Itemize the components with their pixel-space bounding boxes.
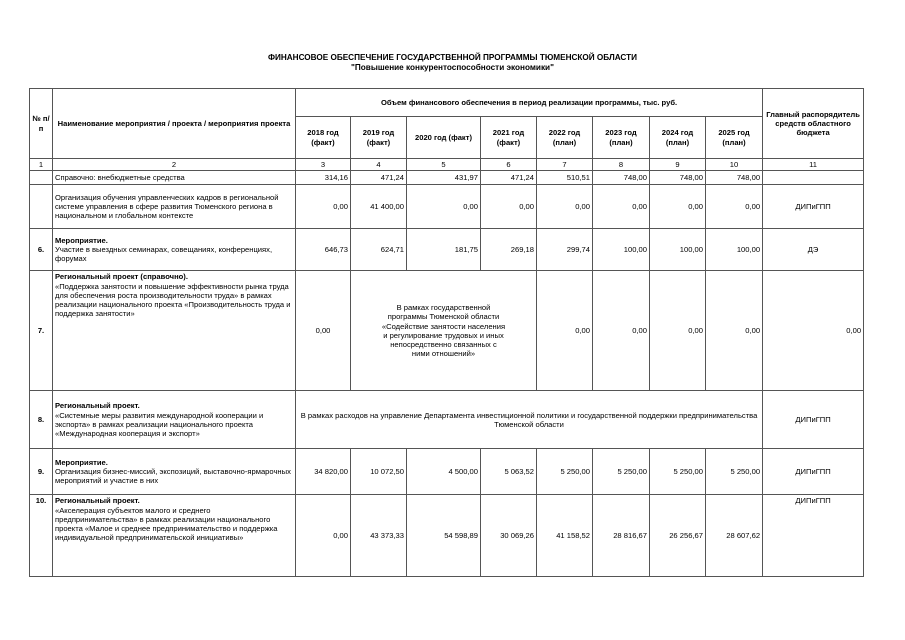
row-org-2021: 0,00 (481, 185, 537, 229)
header-row-1 (30, 89, 864, 117)
row-10-2020: 54 598,89 (407, 495, 481, 577)
row-7-2022: 0,00 (537, 271, 593, 391)
row-9-num: 9. (30, 449, 53, 495)
row-8-merged-note: В рамках расходов на управление Департамента инвестиционной политики и государственной поддержки предпринимательства Тюменской области (296, 391, 763, 449)
year-2022: 2022 год (план) (537, 117, 593, 159)
row-6-kind: Мероприятие. (55, 235, 108, 245)
col-num-9: 9 (650, 159, 706, 171)
row-9-kind: Мероприятие. (55, 457, 108, 467)
header-name: Наименование мероприятия / проекта / мероприятия проекта (53, 89, 296, 159)
row-7-kind: Региональный проект (справочно). (55, 272, 188, 282)
row-10-name: «Акселерация субъектов малого и среднего предпринимательства» в рамках реализации национального проекта «Малое и среднее предпринимательство и поддержка индивидуальной предпринимательской инициативы» (55, 505, 278, 543)
row-6-2022: 299,74 (537, 229, 593, 271)
row-6-2024: 100,00 (650, 229, 706, 271)
finance-table (29, 88, 864, 577)
year-2025: 2025 год (план) (706, 117, 763, 159)
row-ref-2021: 471,24 (481, 171, 537, 185)
row-6-num: 6. (30, 229, 53, 271)
header-num: № п/п (30, 89, 53, 159)
table-row (30, 271, 864, 391)
row-10-2021: 30 069,26 (481, 495, 537, 577)
row-org-2023: 0,00 (593, 185, 650, 229)
row-org-2022: 0,00 (537, 185, 593, 229)
row-8-name-cell (53, 391, 296, 449)
col-num-4: 4 (351, 159, 407, 171)
row-6-2023: 100,00 (593, 229, 650, 271)
row-6-2020: 181,75 (407, 229, 481, 271)
col-num-2: 2 (53, 159, 296, 171)
row-7-2018: 0,00 (296, 271, 351, 391)
document-title (0, 53, 905, 73)
row-8-owner: ДИПиГПП (763, 391, 864, 449)
row-9-2022: 5 250,00 (537, 449, 593, 495)
row-9-2023: 5 250,00 (593, 449, 650, 495)
row-9-2025: 5 250,00 (706, 449, 763, 495)
row-9-2019: 10 072,50 (351, 449, 407, 495)
col-num-7: 7 (537, 159, 593, 171)
row-ref-2024: 748,00 (650, 171, 706, 185)
row-7-merged-text: В рамках государственной программы Тюменской области «Содействие занятости населения и регулирование трудовых и иных непосредственно связанных с ними отношений» (381, 302, 506, 359)
row-6-2019: 624,71 (351, 229, 407, 271)
year-2021: 2021 год (факт) (481, 117, 537, 159)
table-row (30, 229, 864, 271)
row-10-num: 10. (30, 495, 53, 577)
row-8-kind: Региональный проект. (55, 401, 140, 411)
row-6-2021: 269,18 (481, 229, 537, 271)
row-org-2020: 0,00 (407, 185, 481, 229)
table-row (30, 391, 864, 449)
row-org-owner: ДИПиГПП (763, 185, 864, 229)
row-ref-2018: 314,16 (296, 171, 351, 185)
row-org-2025: 0,00 (706, 185, 763, 229)
row-8-name: «Системные меры развития международной кооперации и экспорта» в рамках реализации национального проекта «Международная кооперация и экспорт» (55, 410, 264, 439)
col-num-10: 10 (706, 159, 763, 171)
title-line-2: "Повышение конкурентоспособности экономики" (351, 63, 554, 72)
row-7-2023: 0,00 (593, 271, 650, 391)
row-9-2020: 4 500,00 (407, 449, 481, 495)
col-num-1: 1 (30, 159, 53, 171)
row-6-owner: ДЭ (763, 229, 864, 271)
header-volume: Объем финансового обеспечения в период реализации программы, тыс. руб. (296, 89, 763, 117)
row-10-2022: 41 158,52 (537, 495, 593, 577)
col-num-6: 6 (481, 159, 537, 171)
row-7-name-cell (53, 271, 296, 391)
col-num-3: 3 (296, 159, 351, 171)
table-row (30, 449, 864, 495)
row-10-owner: ДИПиГПП (763, 495, 864, 577)
row-ref-2025: 748,00 (706, 171, 763, 185)
row-7-name: «Поддержка занятости и повышение эффективности рынка труда для обеспечения роста производительности труда» в рамках реализации национального проекта «Производительность труда и поддержка занятости» (55, 281, 291, 319)
row-8-num: 8. (30, 391, 53, 449)
row-org-2024: 0,00 (650, 185, 706, 229)
row-10-2019: 43 373,33 (351, 495, 407, 577)
row-org-name: Организация обучения управленческих кадров в региональной системе управления в сфере развития Тюменского региона в национальном и глобальном контексте (53, 185, 296, 229)
row-6-2018: 646,73 (296, 229, 351, 271)
row-ref-2022: 510,51 (537, 171, 593, 185)
row-9-name: Организация бизнес-миссий, экспозиций, выставочно-ярмарочных мероприятий и участие в них (55, 467, 291, 486)
row-ref-2023: 748,00 (593, 171, 650, 185)
table-row (30, 495, 864, 577)
col-num-8: 8 (593, 159, 650, 171)
row-10-2023: 28 816,67 (593, 495, 650, 577)
row-7-num: 7. (30, 271, 53, 391)
column-numbers-row (30, 159, 864, 171)
row-6-name: Участие в выездных семинарах, совещаниях, конференциях, форумах (55, 245, 273, 264)
row-ref-name: Справочно: внебюджетные средства (53, 171, 296, 185)
row-7-2024: 0,00 (650, 271, 706, 391)
table-row (30, 171, 864, 185)
row-9-2018: 34 820,00 (296, 449, 351, 495)
row-org-2018: 0,00 (296, 185, 351, 229)
row-10-2024: 26 256,67 (650, 495, 706, 577)
row-ref-2020: 431,97 (407, 171, 481, 185)
col-num-11: 11 (763, 159, 864, 171)
year-2019: 2019 год (факт) (351, 117, 407, 159)
row-9-2021: 5 063,52 (481, 449, 537, 495)
row-10-kind: Региональный проект. (55, 496, 140, 506)
year-2018: 2018 год (факт) (296, 117, 351, 159)
row-10-name-cell (53, 495, 296, 577)
row-7-merged-note (351, 271, 537, 391)
row-9-name-cell (53, 449, 296, 495)
row-ref-2019: 471,24 (351, 171, 407, 185)
row-9-2024: 5 250,00 (650, 449, 706, 495)
row-7-extra: 0,00 (763, 271, 864, 391)
title-line-1: ФИНАНСОВОЕ ОБЕСПЕЧЕНИЕ ГОСУДАРСТВЕННОЙ ПРОГРАММЫ ТЮМЕНСКОЙ ОБЛАСТИ (267, 53, 638, 62)
year-2020: 2020 год (факт) (407, 117, 481, 159)
row-9-owner: ДИПиГПП (763, 449, 864, 495)
row-6-name-cell (53, 229, 296, 271)
row-org-2019: 41 400,00 (351, 185, 407, 229)
year-2024: 2024 год (план) (650, 117, 706, 159)
row-10-2018: 0,00 (296, 495, 351, 577)
col-num-5: 5 (407, 159, 481, 171)
header-owner: Главный распорядитель средств областного бюджета (763, 89, 864, 159)
table-row (30, 185, 864, 229)
row-7-2025: 0,00 (706, 271, 763, 391)
row-6-2025: 100,00 (706, 229, 763, 271)
year-2023: 2023 год (план) (593, 117, 650, 159)
row-10-2025: 28 607,62 (706, 495, 763, 577)
